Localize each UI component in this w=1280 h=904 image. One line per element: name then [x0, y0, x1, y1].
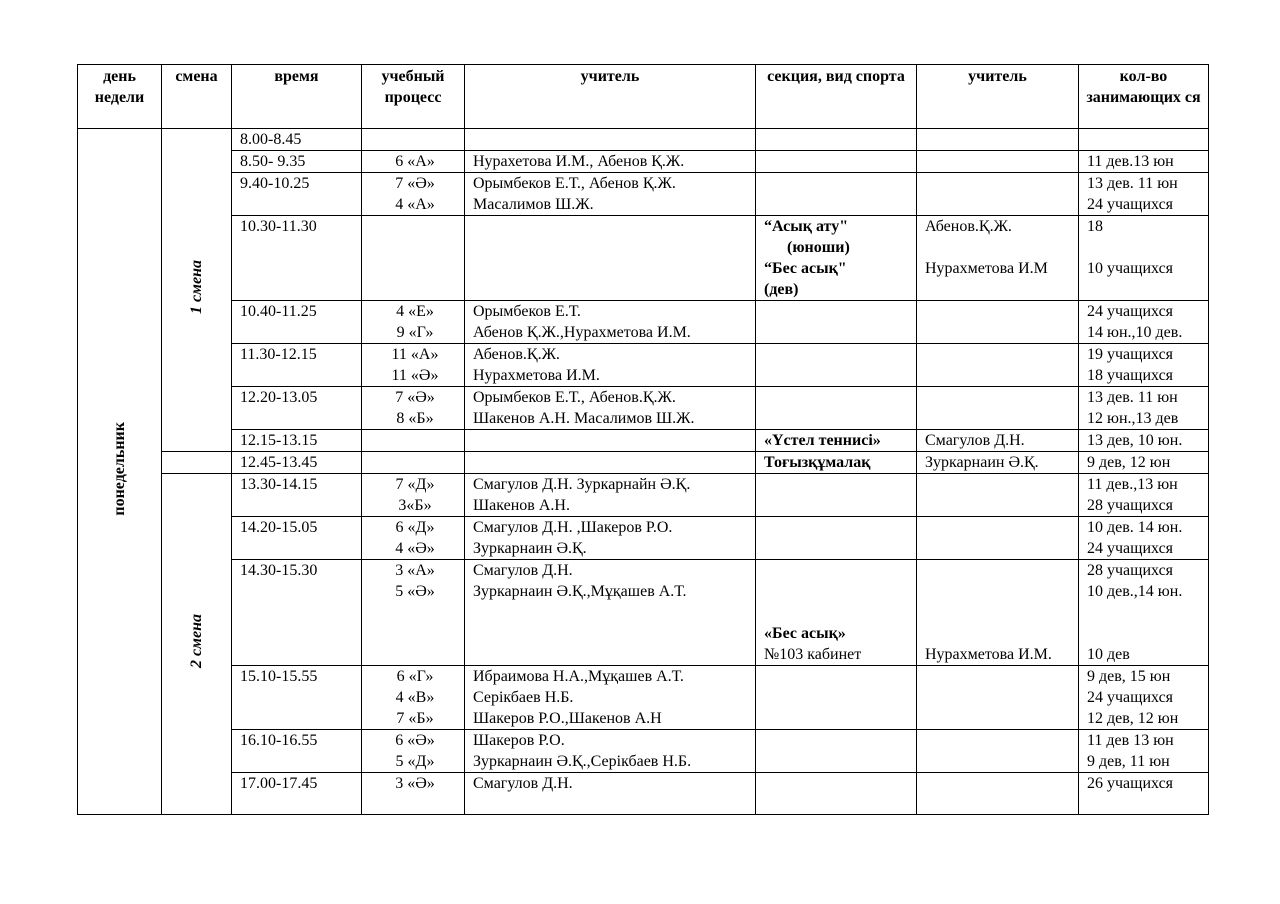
teacher-line: Шакенов А.Н. Масалимов Ш.Ж.	[473, 410, 695, 427]
teacher-line: Серікбаев Н.Б.	[473, 689, 574, 706]
class-line: 7 «Д»	[395, 476, 435, 493]
count-cell	[1079, 474, 1209, 517]
section-teacher-cell	[917, 173, 1079, 216]
count-line: 11 дев 13 юн	[1087, 732, 1174, 749]
table-row	[78, 773, 1209, 815]
count-line: 24 учащихся	[1087, 689, 1174, 706]
count-line: 14 юн.,10 дев.	[1087, 324, 1183, 341]
time-cell: 13.30-14.15	[232, 474, 362, 517]
section-line: Тоғызқұмалақ	[764, 454, 871, 471]
section-line	[764, 560, 912, 581]
section-cell	[756, 474, 917, 517]
count-line: 11 дев.13 юн	[1087, 153, 1174, 170]
count-cell	[1079, 452, 1209, 474]
class-cell	[362, 387, 465, 430]
section-teacher-cell	[917, 474, 1079, 517]
schedule-body	[78, 129, 1209, 815]
section-line: “Бес асық"	[764, 260, 847, 277]
section-teacher-cell	[917, 151, 1079, 173]
count-cell	[1079, 344, 1209, 387]
teacher-cell	[465, 474, 756, 517]
table-row	[78, 474, 1209, 517]
section-teacher-cell	[917, 301, 1079, 344]
section-teacher-line	[925, 560, 1074, 581]
class-line: 3 «А»	[395, 562, 435, 579]
class-line: 9 «Г»	[396, 324, 434, 341]
teacher-cell	[465, 773, 756, 815]
count-line	[1087, 602, 1204, 623]
teacher-cell	[465, 666, 756, 730]
time-cell: 9.40-10.25	[232, 173, 362, 216]
count-line	[1087, 237, 1204, 258]
teacher-line: Смагулов Д.Н.	[473, 775, 573, 792]
count-cell	[1079, 730, 1209, 773]
class-cell	[362, 301, 465, 344]
class-line: 4 «Ә»	[395, 540, 435, 557]
section-teacher-line	[925, 623, 1074, 644]
class-line: 6 «А»	[395, 153, 435, 170]
teacher-cell	[465, 344, 756, 387]
shift-cell-2	[162, 474, 232, 815]
section-line: «Үстел теннисі»	[764, 432, 881, 449]
day-cell	[78, 129, 162, 815]
section-cell	[756, 344, 917, 387]
class-cell	[362, 517, 465, 560]
class-cell	[362, 452, 465, 474]
section-cell	[756, 151, 917, 173]
section-cell	[756, 666, 917, 730]
count-line: 12 юн.,13 дев	[1087, 410, 1179, 427]
count-line: 9 дев, 12 юн	[1087, 454, 1171, 471]
shift-label-1: 1 смена	[188, 259, 205, 315]
table-row	[78, 151, 1209, 173]
section-line: “Асық ату"	[764, 218, 849, 235]
teacher-line: Шакенов А.Н.	[473, 497, 570, 514]
teacher-line: Абенов.Қ.Ж.	[473, 346, 560, 363]
count-cell	[1079, 129, 1209, 151]
section-teacher-line: Нурахметова И.М.	[925, 646, 1052, 663]
section-teacher-line: Смагулов Д.Н.	[925, 432, 1025, 449]
shift-cell-1	[162, 129, 232, 452]
teacher-cell	[465, 301, 756, 344]
section-teacher-cell	[917, 773, 1079, 815]
table-row	[78, 173, 1209, 216]
teacher-line: Шакеров Р.О.	[473, 732, 565, 749]
count-line: 12 дев, 12 юн	[1087, 710, 1179, 727]
class-line: 3 «Ә»	[395, 775, 435, 792]
class-line: 3«Б»	[398, 497, 432, 514]
count-line: 10 дев. 14 юн.	[1087, 519, 1183, 536]
count-cell	[1079, 216, 1209, 301]
teacher-cell	[465, 430, 756, 452]
header-row	[78, 65, 1209, 129]
section-teacher-line	[925, 237, 1074, 258]
section-teacher-cell	[917, 452, 1079, 474]
count-line: 9 дев, 11 юн	[1087, 753, 1170, 770]
count-line: 10 учащихся	[1087, 260, 1174, 277]
section-teacher-line	[925, 581, 1074, 602]
section-teacher-cell	[917, 430, 1079, 452]
section-cell	[756, 387, 917, 430]
time-cell: 8.50- 9.35	[232, 151, 362, 173]
table-row	[78, 560, 1209, 666]
teacher-cell	[465, 560, 756, 666]
count-cell	[1079, 387, 1209, 430]
count-line: 13 дев. 11 юн	[1087, 389, 1178, 406]
section-teacher-cell	[917, 560, 1079, 666]
section-line: №103 кабинет	[764, 646, 862, 663]
header-teacher: учитель	[465, 65, 756, 129]
class-line: 4 «А»	[395, 196, 435, 213]
header-process: учебный процесс	[362, 65, 465, 129]
class-line: 7 «Ә»	[395, 175, 435, 192]
header-section: секция, вид спорта	[756, 65, 917, 129]
class-cell	[362, 560, 465, 666]
teacher-line: Ибраимова Н.А.,Мұқашев А.Т.	[473, 668, 684, 685]
teacher-line: Орымбеков Е.Т., Абенов.Қ.Ж.	[473, 389, 676, 406]
teacher-line: Смагулов Д.Н. Зуркарнайн Ә.Қ.	[473, 476, 691, 493]
class-cell	[362, 173, 465, 216]
section-teacher-line: Зуркарнаин Ә.Қ.	[925, 454, 1039, 471]
class-line: 6 «Ә»	[395, 732, 435, 749]
section-cell	[756, 129, 917, 151]
teacher-line: Зуркарнаин Ә.Қ.	[473, 540, 587, 557]
count-line: 13 дев. 11 юн	[1087, 175, 1178, 192]
teacher-line: Абенов Қ.Ж.,Нурахметова И.М.	[473, 324, 691, 341]
class-line: 8 «Б»	[396, 410, 434, 427]
section-teacher-line: Нурахметова И.М	[925, 260, 1048, 277]
class-cell	[362, 344, 465, 387]
teacher-line: Орымбеков Е.Т., Абенов Қ.Ж.	[473, 175, 676, 192]
time-cell: 17.00-17.45	[232, 773, 362, 815]
count-line: 9 дев, 15 юн	[1087, 668, 1171, 685]
time-cell: 16.10-16.55	[232, 730, 362, 773]
count-line: 24 учащихся	[1087, 303, 1174, 320]
class-line: 4 «В»	[395, 689, 435, 706]
class-cell	[362, 216, 465, 301]
section-teacher-line	[925, 602, 1074, 623]
class-line: 6 «Д»	[395, 519, 435, 536]
class-line: 7 «Ә»	[395, 389, 435, 406]
time-cell: 14.20-15.05	[232, 517, 362, 560]
section-line: (дев)	[764, 281, 799, 298]
count-cell	[1079, 173, 1209, 216]
section-line	[764, 581, 912, 602]
class-line: 7 «Б»	[396, 710, 434, 727]
teacher-line: Зуркарнаин Ә.Қ.,Серікбаев Н.Б.	[473, 753, 692, 770]
count-cell	[1079, 666, 1209, 730]
schedule-table	[77, 64, 1209, 815]
time-cell: 15.10-15.55	[232, 666, 362, 730]
header-count: кол-во занимающих ся	[1079, 65, 1209, 129]
class-line: 5 «Д»	[395, 753, 435, 770]
section-teacher-cell	[917, 216, 1079, 301]
section-line	[764, 602, 912, 623]
class-line: 6 «Г»	[396, 668, 434, 685]
section-cell	[756, 730, 917, 773]
teacher-cell	[465, 452, 756, 474]
class-cell	[362, 129, 465, 151]
count-line: 24 учащихся	[1087, 540, 1174, 557]
teacher-line: Масалимов Ш.Ж.	[473, 196, 594, 213]
section-cell	[756, 430, 917, 452]
table-row	[78, 452, 1209, 474]
section-teacher-cell	[917, 129, 1079, 151]
table-row	[78, 129, 1209, 151]
section-teacher-line: Абенов.Қ.Ж.	[925, 218, 1012, 235]
shift-cell-empty	[162, 452, 232, 474]
class-cell	[362, 666, 465, 730]
section-cell	[756, 560, 917, 666]
teacher-cell	[465, 517, 756, 560]
section-teacher-cell	[917, 387, 1079, 430]
count-line: 28 учащихся	[1087, 562, 1174, 579]
count-cell	[1079, 301, 1209, 344]
table-row	[78, 216, 1209, 301]
class-cell	[362, 773, 465, 815]
time-cell: 12.45-13.45	[232, 452, 362, 474]
count-cell	[1079, 773, 1209, 815]
section-cell	[756, 517, 917, 560]
class-line: 11 «Ә»	[391, 367, 439, 384]
time-cell: 8.00-8.45	[232, 129, 362, 151]
teacher-line: Нурахметова И.М.	[473, 367, 600, 384]
shift-label-2: 2 смена	[188, 613, 205, 669]
section-cell	[756, 452, 917, 474]
header-day: день недели	[78, 65, 162, 129]
section-cell	[756, 173, 917, 216]
header-time: время	[232, 65, 362, 129]
section-line: «Бес асық»	[764, 625, 846, 642]
count-line: 10 дев	[1087, 646, 1130, 663]
count-cell	[1079, 560, 1209, 666]
count-line: 18	[1087, 218, 1103, 235]
teacher-line: Шакеров Р.О.,Шакенов А.Н	[473, 710, 662, 727]
count-line: 11 дев.,13 юн	[1087, 476, 1178, 493]
section-cell	[756, 773, 917, 815]
header-section-teacher: учитель	[917, 65, 1079, 129]
table-row	[78, 387, 1209, 430]
section-teacher-cell	[917, 730, 1079, 773]
teacher-cell	[465, 151, 756, 173]
time-cell: 12.20-13.05	[232, 387, 362, 430]
section-teacher-cell	[917, 517, 1079, 560]
teacher-line: Нурахетова И.М., Абенов Қ.Ж.	[473, 153, 685, 170]
section-teacher-cell	[917, 344, 1079, 387]
table-row	[78, 517, 1209, 560]
class-cell	[362, 151, 465, 173]
table-row	[78, 430, 1209, 452]
table-row	[78, 344, 1209, 387]
teacher-cell	[465, 129, 756, 151]
class-line: 5 «Ә»	[395, 583, 435, 600]
count-cell	[1079, 430, 1209, 452]
class-line: 4 «Е»	[396, 303, 434, 320]
teacher-cell	[465, 387, 756, 430]
time-cell: 10.30-11.30	[232, 216, 362, 301]
time-cell: 10.40-11.25	[232, 301, 362, 344]
header-shift: смена	[162, 65, 232, 129]
teacher-cell	[465, 173, 756, 216]
section-cell	[756, 216, 917, 301]
class-cell	[362, 430, 465, 452]
class-cell	[362, 730, 465, 773]
teacher-line: Орымбеков Е.Т.	[473, 303, 581, 320]
day-label: понедельник	[111, 421, 128, 516]
time-cell: 12.15-13.15	[232, 430, 362, 452]
teacher-line: Зуркарнаин Ә.Қ.,Мұқашев А.Т.	[473, 583, 687, 600]
time-cell: 11.30-12.15	[232, 344, 362, 387]
table-row	[78, 666, 1209, 730]
teacher-cell	[465, 216, 756, 301]
count-line: 13 дев, 10 юн.	[1087, 432, 1183, 449]
count-cell	[1079, 517, 1209, 560]
section-line: (юноши)	[787, 239, 850, 256]
table-row	[78, 730, 1209, 773]
count-cell	[1079, 151, 1209, 173]
count-line: 18 учащихся	[1087, 367, 1174, 384]
class-line: 11 «А»	[391, 346, 439, 363]
time-cell: 14.30-15.30	[232, 560, 362, 666]
class-cell	[362, 474, 465, 517]
teacher-line: Смагулов Д.Н.	[473, 562, 573, 579]
teacher-line: Смагулов Д.Н. ,Шакеров Р.О.	[473, 519, 673, 536]
table-row	[78, 301, 1209, 344]
count-line: 26 учащихся	[1087, 775, 1174, 792]
section-cell	[756, 301, 917, 344]
count-line: 19 учащихся	[1087, 346, 1174, 363]
count-line: 10 дев.,14 юн.	[1087, 583, 1183, 600]
section-teacher-cell	[917, 666, 1079, 730]
count-line	[1087, 623, 1204, 644]
count-line: 28 учащихся	[1087, 497, 1174, 514]
count-line: 24 учащихся	[1087, 196, 1174, 213]
teacher-cell	[465, 730, 756, 773]
